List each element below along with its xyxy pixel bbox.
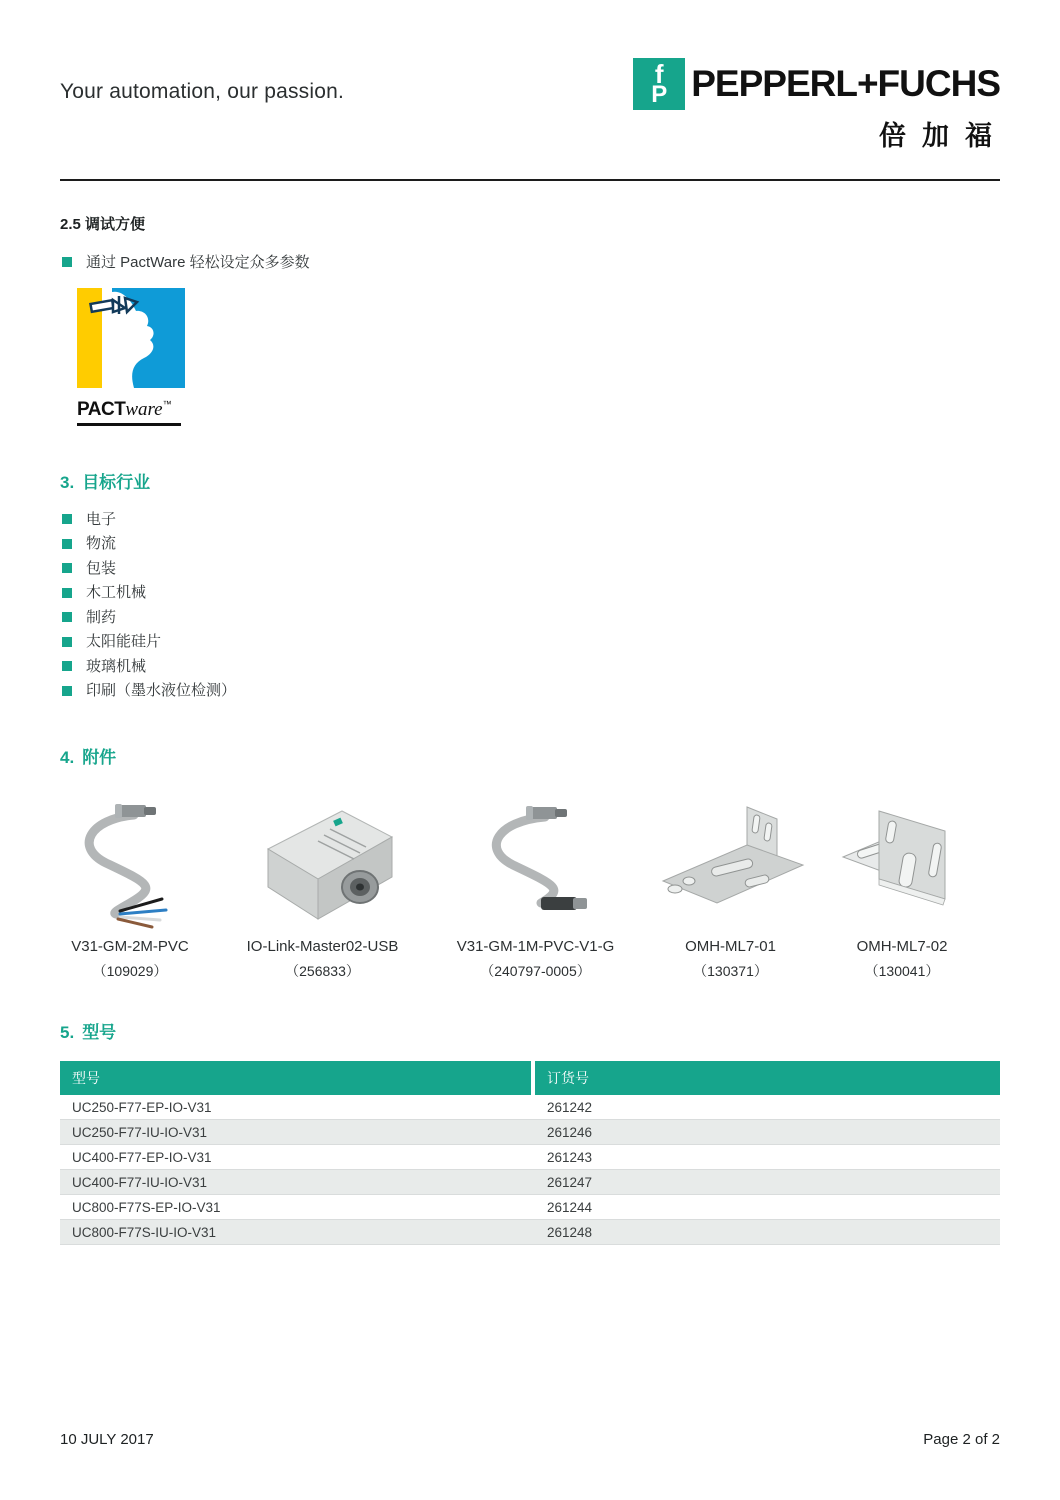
brand-name-chinese: 倍加福: [879, 121, 1008, 151]
brand-name: PEPPERL+FUCHS: [691, 63, 1000, 104]
table-row: UC800-F77S-IU-IO-V31 261248: [60, 1220, 1000, 1245]
table-row: UC800-F77S-EP-IO-V31 261244: [60, 1195, 1000, 1220]
tagline: Your automation, our passion.: [60, 80, 345, 103]
footer-date: 10 JULY 2017: [60, 1431, 154, 1448]
brand-block: [633, 58, 1008, 153]
pactware-logo-image: [77, 288, 185, 390]
table-row: UC400-F77-IU-IO-V31 261247: [60, 1170, 1000, 1195]
mounting-bracket-image: [653, 795, 808, 933]
list-item: 物流: [60, 532, 1000, 557]
io-link-master-image: [238, 795, 408, 933]
column-header-order-no: 订货号: [535, 1061, 1000, 1095]
section-2-5-heading: 2.5 调试方便: [60, 216, 146, 233]
product-card: [832, 794, 972, 981]
list-item: 太阳能硅片: [60, 630, 1000, 655]
bullet-square-icon: [62, 257, 72, 267]
logo-letter-p: P: [651, 81, 668, 108]
commissioning-bullet: 通过 PactWare 轻松设定众多参数: [60, 253, 1000, 272]
logo-letter-f: f: [654, 59, 664, 89]
bullet-square-icon: [62, 661, 72, 671]
header-divider: [60, 179, 1000, 181]
product-card: [55, 794, 205, 981]
product-code: （130041）: [864, 963, 940, 979]
table-row: UC400-F77-EP-IO-V31 261243: [60, 1145, 1000, 1170]
list-item: 木工机械: [60, 581, 1000, 606]
list-item: 玻璃机械: [60, 654, 1000, 679]
cable-open-end-image: [60, 795, 200, 933]
footer-page-number: Page 2 of 2: [923, 1431, 1000, 1448]
table-row: UC250-F77-IU-IO-V31 261246: [60, 1120, 1000, 1145]
bullet-square-icon: [62, 612, 72, 622]
bullet-square-icon: [62, 514, 72, 524]
list-item: 包装: [60, 556, 1000, 581]
industries-list: [60, 507, 1000, 703]
product-name: V31-GM-1M-PVC-V1-G: [456, 938, 615, 955]
product-code: （240797-0005）: [480, 963, 591, 979]
product-card: [653, 794, 808, 981]
product-code: （256833）: [285, 963, 360, 979]
bullet-square-icon: [62, 686, 72, 696]
list-item: 印刷（墨水液位检测）: [60, 679, 1000, 704]
product-code: （130371）: [693, 963, 768, 979]
product-card: [235, 794, 410, 981]
pactware-wordmark: PACTware™: [77, 399, 181, 426]
list-item: 电子: [60, 507, 1000, 532]
table-header-row: [60, 1061, 1000, 1095]
accessories-row: [60, 794, 1000, 979]
product-name: OMH-ML7-02: [856, 938, 948, 955]
section-3-heading: 3. 目标行业: [60, 473, 151, 492]
section-4-heading: 4. 附件: [60, 748, 117, 767]
column-header-model: 型号: [60, 1061, 531, 1095]
section-5-heading: 5. 型号: [60, 1023, 117, 1042]
bullet-square-icon: [62, 563, 72, 573]
bullet-square-icon: [62, 588, 72, 598]
pepperl-fuchs-logo-icon: [633, 58, 685, 110]
product-name: IO-Link-Master02-USB: [246, 938, 399, 955]
models-table: [60, 1061, 1000, 1245]
bullet-square-icon: [62, 637, 72, 647]
product-name: V31-GM-2M-PVC: [71, 938, 189, 955]
product-card: [448, 794, 623, 981]
bullet-square-icon: [62, 539, 72, 549]
page-footer: [60, 1431, 1000, 1448]
mounting-bracket-image: [835, 795, 970, 933]
list-item: 制药: [60, 605, 1000, 630]
page-header: [60, 58, 1008, 153]
product-code: （109029）: [92, 963, 168, 979]
table-row: UC250-F77-EP-IO-V31 261242: [60, 1095, 1000, 1120]
pactware-logo: [77, 288, 189, 426]
product-name: OMH-ML7-01: [685, 938, 776, 955]
cable-connector-image: [461, 795, 611, 933]
